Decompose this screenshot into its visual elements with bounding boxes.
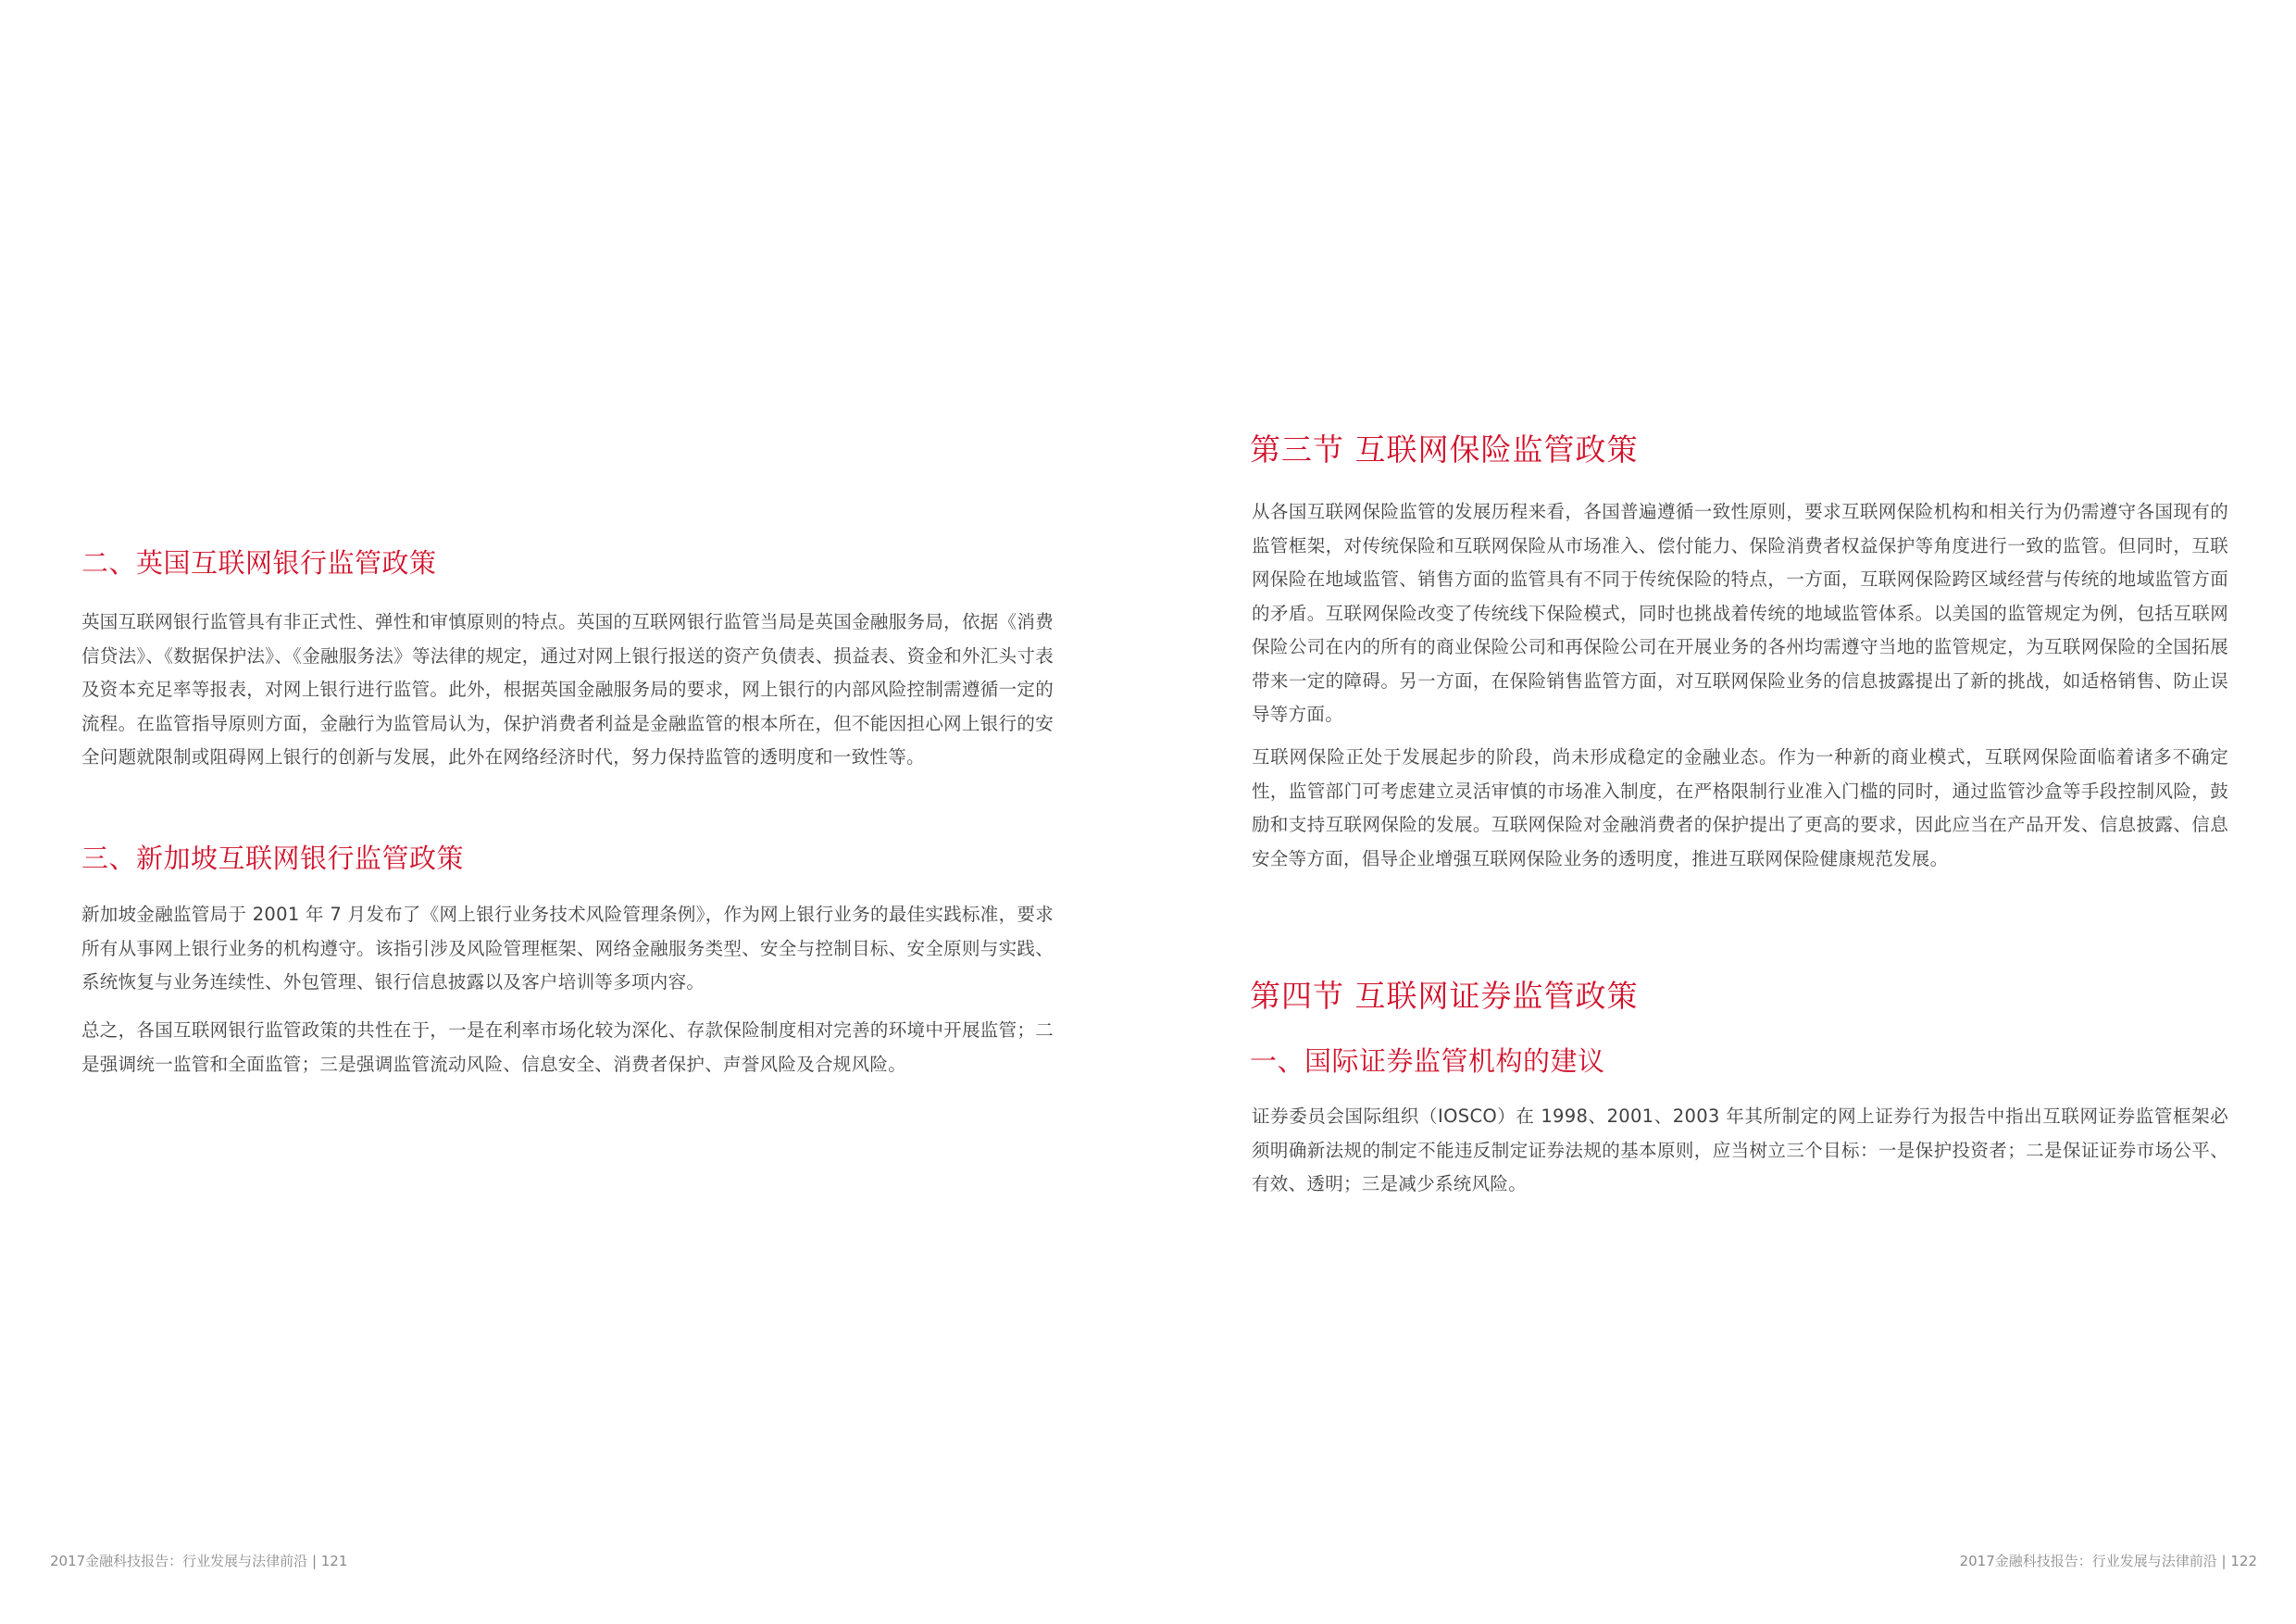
page-footer-left: 2017金融科技报告：行业发展与法律前沿 | 121	[50, 1553, 348, 1569]
section-heading-securities: 第四节 互联网证券监管政策	[1250, 978, 1639, 1014]
page-footer-right: 2017金融科技报告：行业发展与法律前沿 | 122	[1959, 1553, 2257, 1569]
section-heading-uk-banking: 二、英国互联网银行监管政策	[81, 547, 437, 579]
section-heading-singapore-banking: 三、新加坡互联网银行监管政策	[81, 843, 465, 874]
paragraph-singapore-banking: 新加坡金融监管局于 2001 年 7 月发布了《网上银行业务技术风险管理条例》，作为网上银行业务的最佳实践标准，要求所有从事网上银行业务的机构遵守。该指引涉及风险管理框架、网络金融服务类型、安全与控制目标、安全原则与实践、系统恢复与业务连续性、外包管理、银行信息披露以及客户培训等多项内容。	[81, 904, 1054, 993]
paragraph-insurance-development: 互联网保险正处于发展起步的阶段，尚未形成稳定的金融业态。作为一种新的商业模式，互联网保险面临着诸多不确定性，监管部门可考虑建立灵活审慎的市场准入制度，在严格限制行业准入门槛的同时，通过监管沙盒等手段控制风险，鼓励和支持互联网保险的发展。互联网保险对金融消费者的保护提出了更高的要求，因此应当在产品开发、信息披露、信息安全等方面，倡导企业增强互联网保险业务的透明度，推进互联网保险健康规范发展。	[1252, 746, 2228, 869]
paragraph-uk-banking: 英国互联网银行监管具有非正式性、弹性和审慎原则的特点。英国的互联网银行监管当局是英国金融服务局，依据《消费信贷法》、《数据保护法》、《金融服务法》等法律的规定，通过对网上银行报送的资产负债表、损益表、资金和外汇头寸表及资本充足率等报表，对网上银行进行监管。此外，根据英国金融服务局的要求，网上银行的内部风险控制需遵循一定的流程。在监管指导原则方面，金融行为监管局认为，保护消费者利益是金融监管的根本所在，但不能因担心网上银行的安全问题就限制或阻碍网上银行的创新与发展，此外在网络经济时代，努力保持监管的透明度和一致性等。	[81, 611, 1054, 768]
paragraph-banking-summary: 总之，各国互联网银行监管政策的共性在于，一是在利率市场化较为深化、存款保险制度相对完善的环境中开展监管；二是强调统一监管和全面监管；三是强调监管流动风险、信息安全、消费者保护、声誉风险及合规风险。	[81, 1019, 1054, 1075]
section-heading-insurance: 第三节 互联网保险监管政策	[1250, 431, 1639, 468]
paragraph-insurance-regulation: 从各国互联网保险监管的发展历程来看，各国普遍遵循一致性原则，要求互联网保险机构和相关行为仍需遵守各国现有的监管框架，对传统保险和互联网保险从市场准入、偿付能力、保险消费者权益保护等角度进行一致的监管。但同时，互联网保险在地域监管、销售方面的监管具有不同于传统保险的特点，一方面，互联网保险跨区域经营与传统的地域监管方面的矛盾。互联网保险改变了传统线下保险模式，同时也挑战着传统的地域监管体系。以美国的监管规定为例，包括互联网保险公司在内的所有的商业保险公司和再保险公司在开展业务的各州均需遵守当地的监管规定，为互联网保险的全国拓展带来一定的障碍。另一方面，在保险销售监管方面，对互联网保险业务的信息披露提出了新的挑战，如适格销售、防止误导等方面。	[1252, 501, 2228, 725]
subsection-heading-iosco: 一、国际证券监管机构的建议	[1250, 1045, 1605, 1077]
right-page	[1148, 0, 2296, 1624]
paragraph-iosco-recommendation: 证券委员会国际组织（IOSCO）在 1998、2001、2003 年其所制定的网上证券行为报告中指出互联网证券监管框架必须明确新法规的制定不能违反制定证券法规的基本原则，应当树立三个目标：一是保护投资者；二是保证证券市场公平、有效、透明；三是减少系统风险。	[1252, 1106, 2228, 1194]
